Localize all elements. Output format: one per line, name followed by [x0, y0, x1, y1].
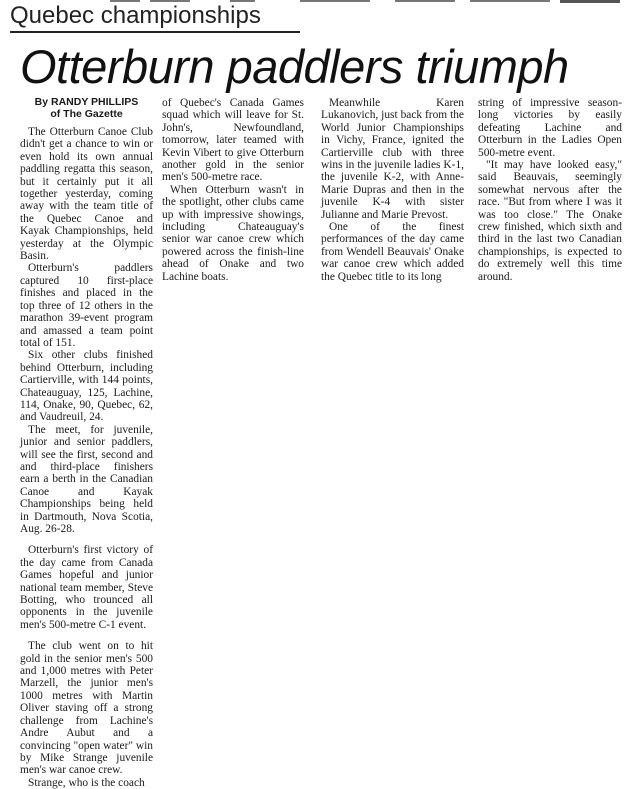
paragraph: string of impressive season-long victories by easily defeating Lachine and Otterburn in the Ladies Open 500-metre event.: [478, 97, 622, 159]
section-kicker: Quebec championships: [10, 2, 261, 29]
article-column-1: [20, 96, 153, 789]
paragraph: Six other clubs finished behind Otterburn, including Cartierville, with 144 points, Chateauguay, 125, Lachine, 114, Onake, 90, Quebec, 62, and Vaudreuil, 24.: [20, 349, 153, 424]
paragraph: The Otterburn Canoe Club didn't get a chance to win or even hold its own annual paddling regatta this season, but it certainly put it all together yesterday, coming away with the team title of the Quebec Canoe and Kayak Championships, held yesterday at the Olympic Basin.: [20, 126, 153, 263]
paragraph: The meet, for juvenile, junior and senior paddlers, will see the first, second and and third-place finishers earn a berth in the Canadian Canoe and Kayak Championships being held in Dartmouth, Nova Scotia, Aug. 26-28.: [20, 423, 153, 535]
article-column-3: [321, 97, 464, 283]
paragraph: When Otterburn wasn't in the spotlight, other clubs came up with impressive showings, including Chateauguay's senior war canoe crew which powered across the finish-line ahead of Onake and two Lachine boats.: [162, 183, 304, 283]
kicker-underline: [10, 31, 300, 33]
byline: [20, 96, 153, 120]
paragraph: Otterburn's first victory of the day came from Canada Games hopeful and junior national team member, Steve Botting, who trounced all opponents in the juvenile men's 500-metre C-1 event.: [20, 544, 153, 631]
byline-outlet: of The Gazette: [50, 108, 123, 120]
paragraph: Otterburn's paddlers captured 10 first-place finishes and placed in the top three of 12 others in the marathon 39-event program and amassed a team point total of 151.: [20, 262, 153, 349]
paragraph: The club went on to hit gold in the senior men's 500 and 1,000 metres with Peter Marzell, the junior men's 1000 metres with Martin Oliver staving off a strong challenge from Lachine's Andre Aubut and a convincing "open water" win by Mike Strange juvenile men's war canoe crew.: [20, 640, 153, 777]
paragraph: One of the finest performances of the day came from Wendell Beauvais' Onake war canoe crew which added the Quebec title to its long: [321, 221, 464, 283]
article-column-2: [162, 97, 304, 283]
article-column-4: [478, 97, 622, 283]
paragraph: of Quebec's Canada Games squad which will leave for St. John's, Newfoundland, tomorrow, later teamed with Kevin Vibert to give Otterburn another gold in the senior men's 500-metre race.: [162, 97, 304, 184]
paragraph: Meanwhile Karen Lukanovich, just back from the World Junior Championships in Vichy, France, ignited the Cartierville club with three wins in the juvenile ladies K-1, the juvenile K-2, with Anne-Marie Dupras and then in the juvenile K-4 with sister Julianne and Marie Prevost.: [321, 97, 464, 221]
paragraph: "It may have looked easy," said Beauvais, seemingly somewhat nervous after the race. "But from where I was it was too close." The Onake crew finished, which sixth and third in the last two Canadian championships, is expected to do extremely well this time around.: [478, 159, 622, 283]
headline: Otterburn paddlers triumph: [20, 40, 569, 93]
byline-author: By RANDY PHILLIPS: [34, 96, 139, 108]
paragraph: Strange, who is the coach: [28, 776, 145, 789]
